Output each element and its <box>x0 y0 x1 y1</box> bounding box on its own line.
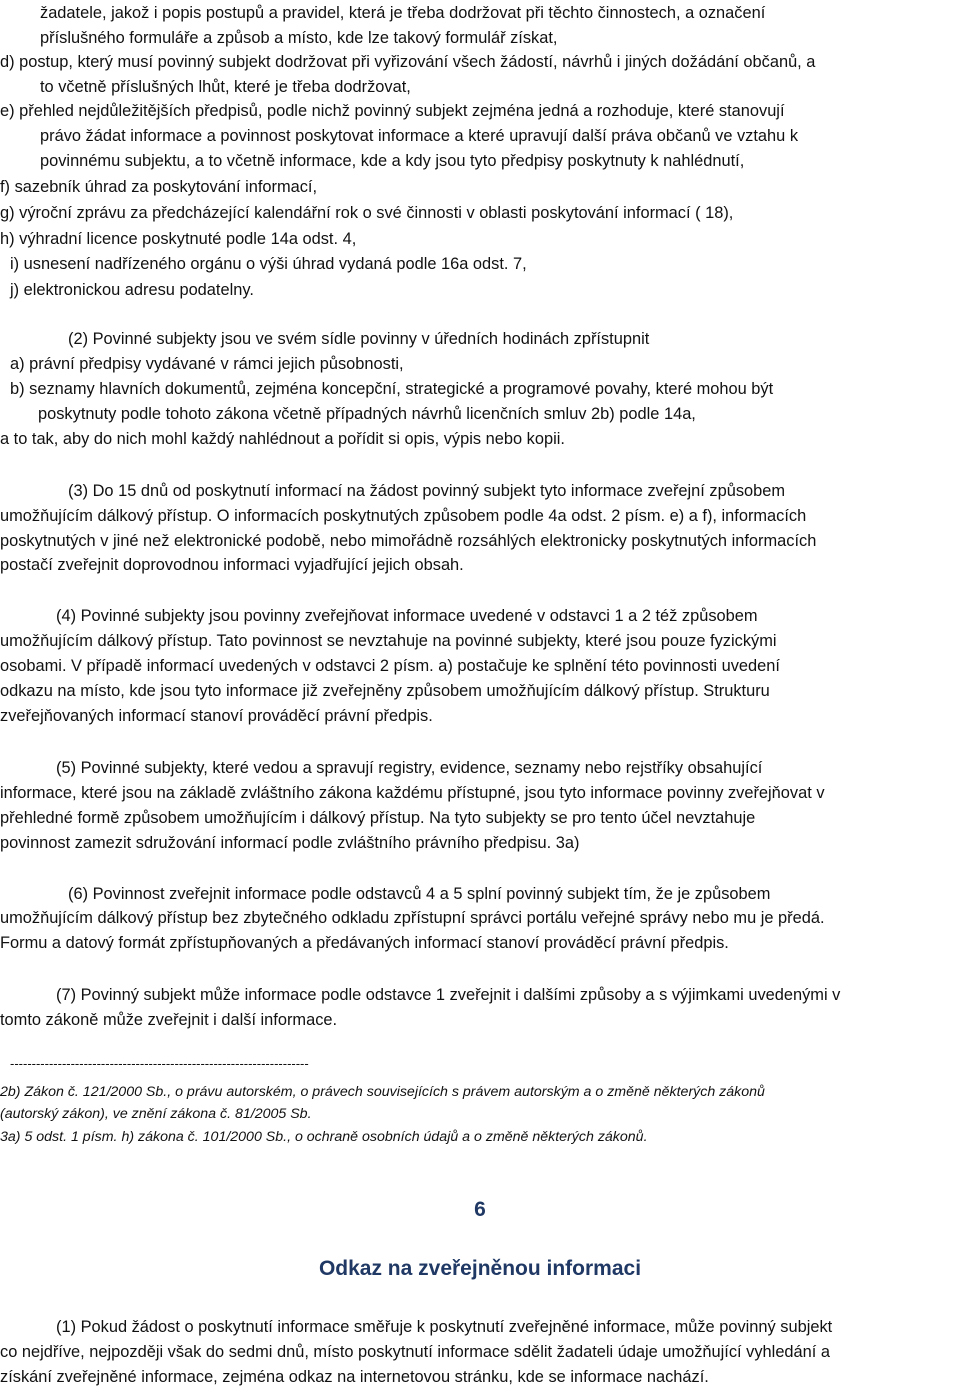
list-item: h) výhradní licence poskytnuté podle 14a odst. 4, <box>0 230 357 248</box>
paragraph-3-line: poskytnutých v jiné než elektronické podobě, nebo mimořádně rozsáhlých elektronicky poskytnutých informacích <box>0 532 817 550</box>
list-item: povinnému subjektu, a to včetně informace, kde a kdy jsou tyto předpisy poskytnuty k nahlédnutí, <box>40 152 745 170</box>
footnote: 3a) 5 odst. 1 písm. h) zákona č. 101/2000 Sb., o ochraně osobních údajů a o změně některých zákonů. <box>0 1129 648 1145</box>
footnote: (autorský zákon), ve znění zákona č. 81/2005 Sb. <box>0 1106 312 1122</box>
paragraph-6-line: Formu a datový formát zpřístupňovaných a předávaných informací stanoví prováděcí právní předpis. <box>0 934 729 952</box>
paragraph-6-line: umožňujícím dálkový přístup bez zbytečného odkladu zpřístupní správci portálu veřejné správy nebo mu je předá. <box>0 909 825 927</box>
paragraph-5-line: (5) Povinné subjekty, které vedou a spravují registry, evidence, seznamy nebo rejstříky obsahující <box>56 759 763 777</box>
paragraph-5-line: informace, které jsou na základě zvláštního zákona každému přístupné, jsou tyto informace povinny zveřejňovat v <box>0 784 825 802</box>
footnote-separator: --------------------------------------------------------------------- <box>10 1056 309 1071</box>
section-6-paragraph-line: (1) Pokud žádost o poskytnutí informace směřuje k poskytnutí zveřejněné informace, může povinný subjekt <box>56 1318 833 1336</box>
paragraph-4-line: odkazu na místo, kde jsou tyto informace již zveřejněny způsobem umožňujícím dálkový přístup. Strukturu <box>0 682 770 700</box>
paragraph-2-line: (2) Povinné subjekty jsou ve svém sídle povinny v úředních hodinách zpřístupnit <box>68 330 650 348</box>
list-item: právo žádat informace a povinnost poskytovat informace a které upravují další práva občanů ve vztahu k <box>40 127 799 145</box>
paragraph-4-line: zveřejňovaných informací stanoví prováděcí právní předpis. <box>0 707 433 725</box>
list-item: e) přehled nejdůležitějších předpisů, podle nichž povinný subjekt zejména jedná a rozhoduje, které stanovují <box>0 102 785 120</box>
list-item: d) postup, který musí povinný subjekt dodržovat při vyřizování všech žádostí, návrhů i jiných dožádání občanů, a <box>0 53 816 71</box>
paragraph-3-line: umožňujícím dálkový přístup. O informacích poskytnutých způsobem podle 4a odst. 2 písm. e) a f), informacích <box>0 507 807 525</box>
paragraph-2-line: b) seznamy hlavních dokumentů, zejména koncepční, strategické a programové povahy, které mohou být <box>10 380 774 398</box>
footnote: 2b) Zákon č. 121/2000 Sb., o právu autorském, o právech souvisejících s právem autorským a o změně některých zákonů <box>0 1084 765 1100</box>
paragraph-5-line: přehledné formě způsobem umožňujícím i dálkový přístup. Na tyto subjekty se pro tento účel nevztahuje <box>0 809 756 827</box>
paragraph-5-line: povinnost zamezit sdružování informací podle zvláštního právního předpisu. 3a) <box>0 834 580 852</box>
paragraph-6-line: (6) Povinnost zveřejnit informace podle odstavců 4 a 5 splní povinný subjekt tím, že je způsobem <box>68 885 771 903</box>
paragraph-2-line: a to tak, aby do nich mohl každý nahlédnout a pořídit si opis, výpis nebo kopii. <box>0 430 565 448</box>
section-6-paragraph-line: získání zveřejněné informace, zejména odkaz na internetovou stránku, kde se informace nachází. <box>0 1368 709 1386</box>
section-6-paragraph-line: co nejdříve, nejpozději však do sedmi dnů, místo poskytnutí informace sdělit žadateli údaje umožňující vyhledání a <box>0 1343 831 1361</box>
list-item: to včetně příslušných lhůt, které je třeba dodržovat, <box>40 78 411 96</box>
list-item: i) usnesení nadřízeného orgánu o výši úhrad vydaná podle 16a odst. 7, <box>10 255 527 273</box>
list-item: f) sazebník úhrad za poskytování informací, <box>0 178 318 196</box>
paragraph-2-line: poskytnuty podle tohoto zákona včetně případných návrhů licenčních smluv 2b) podle 14a, <box>38 405 696 423</box>
paragraph-7-line: (7) Povinný subjekt může informace podle odstavce 1 zveřejnit i dalšími způsoby a s výjimkami uvedenými v <box>56 986 841 1004</box>
paragraph-4-line: (4) Povinné subjekty jsou povinny zveřejňovat informace uvedené v odstavci 1 a 2 též způsobem <box>56 607 758 625</box>
list-item: příslušného formuláře a způsob a místo, kde lze takový formulář získat, <box>40 29 558 47</box>
list-item: g) výroční zprávu za předcházející kalendářní rok o své činnosti v oblasti poskytování informací ( 18), <box>0 204 734 222</box>
paragraph-4-line: osobami. V případě informací uvedených v odstavci 2 písm. a) postačuje ke splnění této povinnosti uvedení <box>0 657 780 675</box>
paragraph-3-line: (3) Do 15 dnů od poskytnutí informací na žádost povinný subjekt tyto informace zveřejní způsobem <box>68 482 786 500</box>
paragraph-2-line: a) právní předpisy vydávané v rámci jejich působnosti, <box>10 355 404 373</box>
paragraph-4-line: umožňujícím dálkový přístup. Tato povinnost se nevztahuje na povinné subjekty, které jsou pouze fyzickými <box>0 632 777 650</box>
paragraph-3-line: postačí zveřejnit doprovodnou informaci vyjadřující jejich obsah. <box>0 556 464 574</box>
list-item: žadatele, jakož i popis postupů a pravidel, která je třeba dodržovat při těchto činnostech, a označení <box>40 4 766 22</box>
section-title: Odkaz na zveřejněnou informaci <box>318 1257 642 1280</box>
list-item: j) elektronickou adresu podatelny. <box>10 281 254 299</box>
section-number: 6 <box>474 1198 486 1221</box>
paragraph-7-line: tomto zákoně může zveřejnit i další informace. <box>0 1011 338 1029</box>
